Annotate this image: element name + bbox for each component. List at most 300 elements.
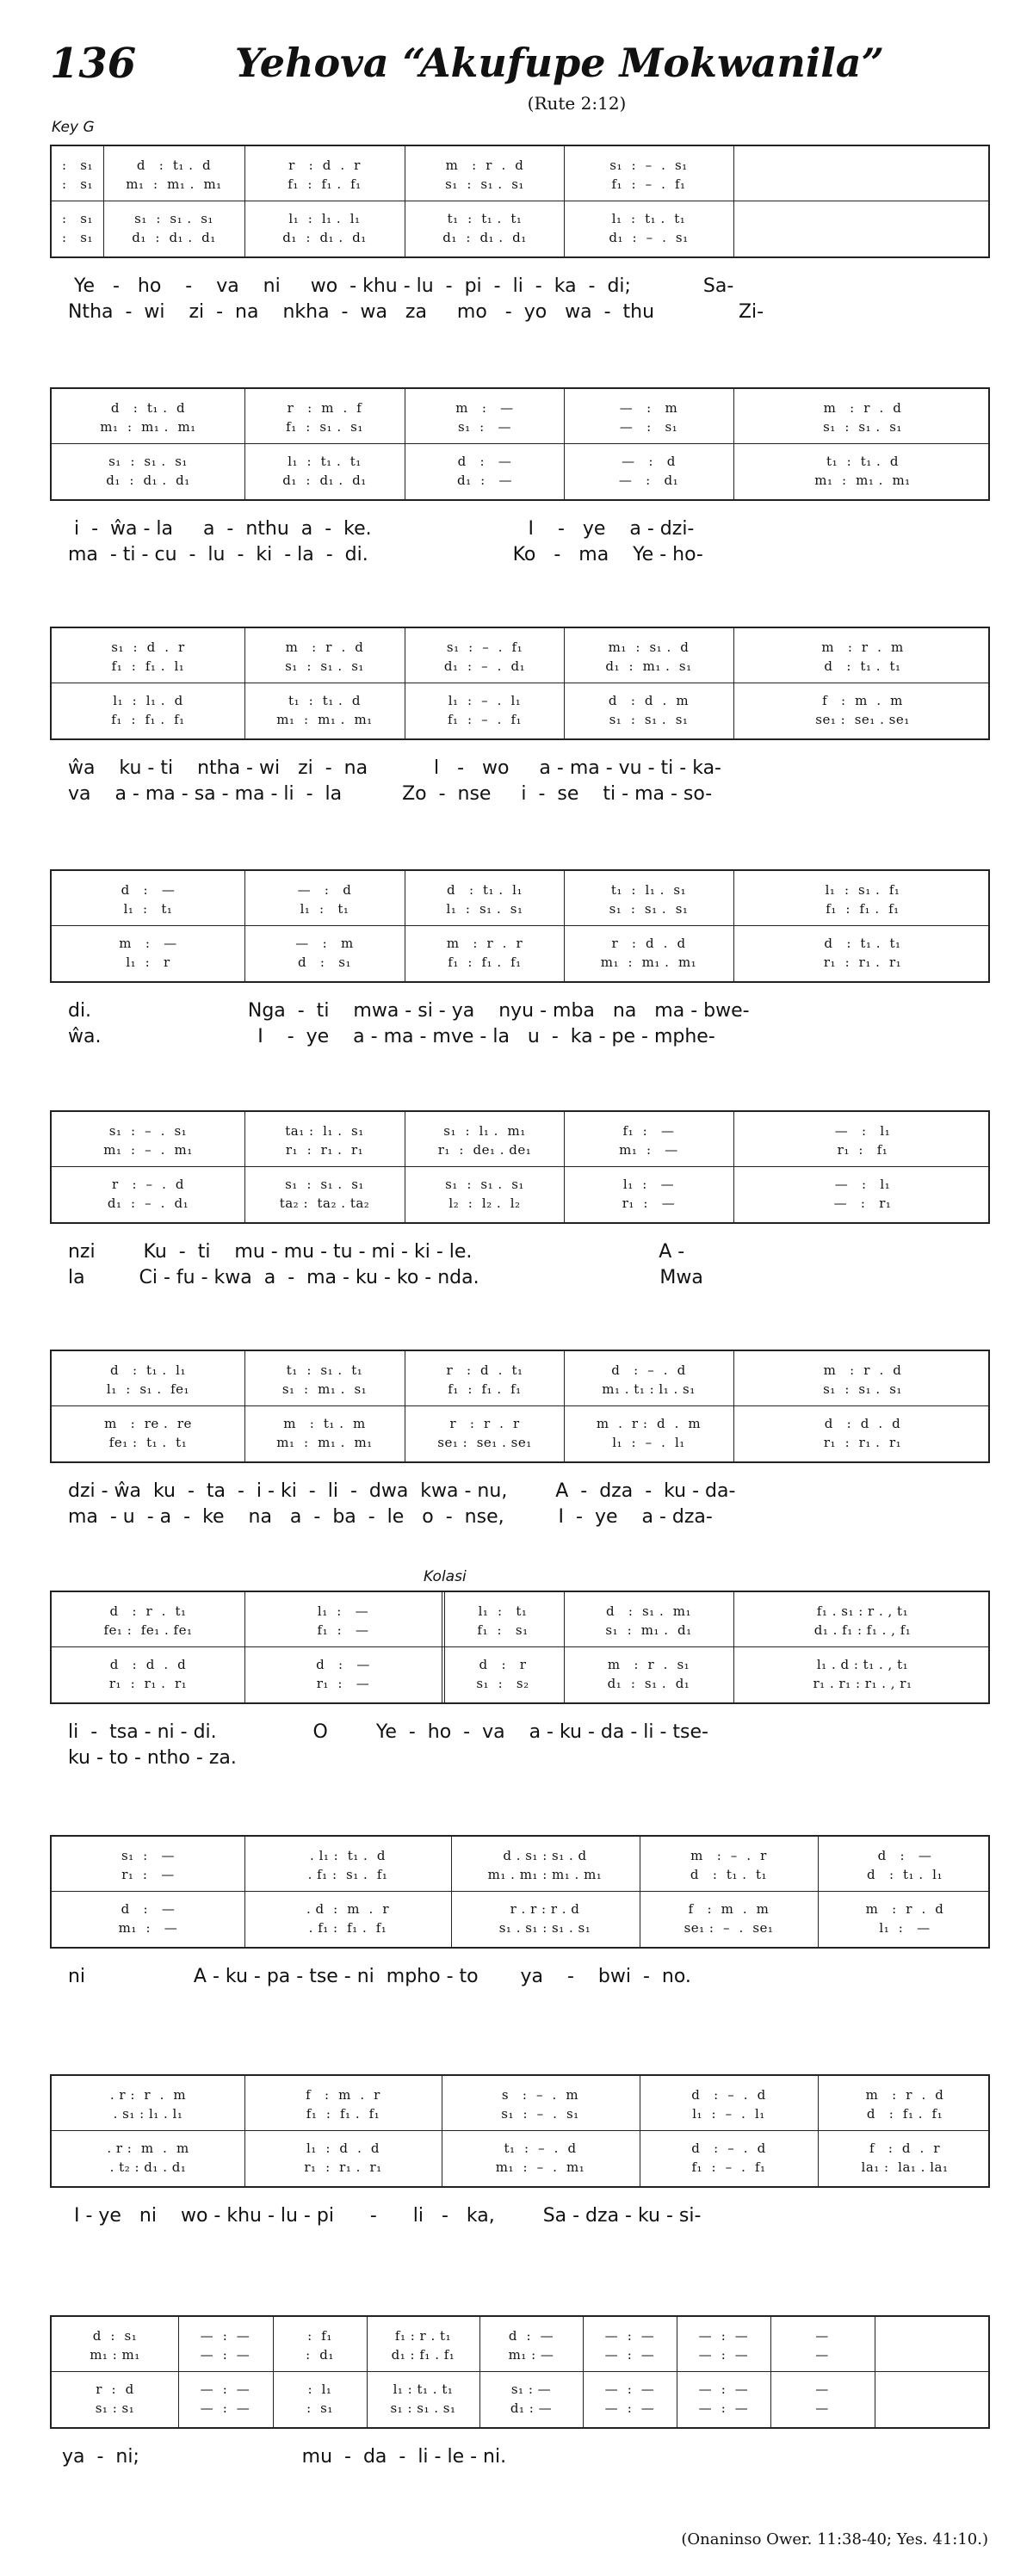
measure-notes: m : r . s₁	[607, 1657, 690, 1672]
music-system-9	[50, 2074, 990, 2188]
measure-notes: f₁ : —	[317, 1622, 369, 1638]
lyric-line-verse-2: ma - ti - cu - lu - ki - la - di. Ko - ma Ye - ho-	[50, 544, 703, 565]
measure-notes: — : —	[698, 2381, 749, 2397]
measure-notes: — : d	[297, 882, 352, 898]
measure-notes: r . r : r . d	[510, 1901, 580, 1917]
measure-notes: m : re . re	[104, 1416, 192, 1431]
measure-notes: se₁ : – . se₁	[684, 1920, 774, 1936]
measure-notes: m₁ . t₁ : l₁ . s₁	[602, 1381, 696, 1397]
voice-row-4	[52, 2398, 992, 2418]
lyric-line-verse-1: ni A - ku - pa - tse - ni mpho - to ya - bwi - no.	[50, 1966, 691, 1987]
music-system-8	[50, 1835, 990, 1949]
measure-notes: f₁ : f₁ . f₁	[826, 901, 900, 917]
staff-box	[50, 627, 990, 740]
measure-notes: m₁ : – . m₁	[103, 1142, 193, 1158]
staff-divider	[52, 2130, 988, 2131]
measure-notes: — : r₁	[833, 1195, 892, 1211]
music-system-7	[50, 1591, 990, 1704]
staff-box	[50, 145, 990, 258]
measure-notes: s₁ : – . f₁	[446, 639, 523, 655]
measure-notes: — : —	[604, 2381, 655, 2397]
measure-notes: l₁ : t₁	[300, 901, 349, 917]
measure-notes: m : t₁ . m	[283, 1416, 366, 1431]
measure-notes: . f₁ : f₁ . f₁	[308, 1920, 387, 1936]
voice-row-1	[52, 398, 992, 418]
measure-notes: d₁ : d₁ . d₁	[132, 230, 216, 245]
measure-notes: d₁ . f₁ : f₁ . , f₁	[813, 1622, 912, 1638]
measure-notes: t₁ : t₁ . d	[826, 454, 899, 469]
measure-notes: t₁ : – . d	[504, 2140, 577, 2156]
measure-notes: . f₁ : s₁ . f₁	[307, 1867, 388, 1882]
measure-notes: d : – . d	[611, 1362, 686, 1378]
measure-notes: s : – . m	[501, 2087, 579, 2103]
measure-notes: se₁ : se₁ . se₁	[815, 712, 910, 727]
measure-notes: l₁ : r	[126, 954, 170, 970]
measure-notes: t₁ : t₁ . t₁	[447, 211, 523, 226]
measure-notes: s₁ : —	[510, 2381, 552, 2397]
measure-notes: s₁ : s₁	[95, 2400, 135, 2416]
measure-notes: : s₁	[61, 230, 94, 245]
measure-notes: d₁ : d₁ . d₁	[282, 473, 367, 488]
voice-row-2	[52, 174, 992, 195]
measure-notes: d₁ : m₁ . s₁	[605, 658, 692, 674]
measure-notes: r₁ : r₁ . r₁	[304, 2159, 382, 2175]
measure-notes: la₁ : la₁ . la₁	[861, 2159, 949, 2175]
measure-notes: —	[815, 2328, 829, 2344]
measure-notes: f : m . m	[688, 1901, 770, 1917]
music-system-5	[50, 1110, 990, 1224]
voice-row-1	[52, 1121, 992, 1141]
measure-notes: . r : m . m	[107, 2140, 189, 2156]
measure-notes: — : m	[295, 936, 354, 951]
measure-notes: l₁ : – . l₁	[612, 1435, 685, 1450]
measure-notes: m₁ . m₁ : m₁ . m₁	[487, 1867, 603, 1882]
measure-notes: s₁ : s₁ . s₁	[285, 1177, 364, 1192]
measure-notes: m : r . r	[446, 936, 523, 951]
measure-notes: m₁ : m₁ . m₁	[276, 712, 373, 727]
measure-notes: : s₁	[306, 2400, 333, 2416]
measure-notes: l₁ : —	[317, 1603, 369, 1619]
measure-notes: s₁ : s₁ . s₁	[823, 419, 902, 435]
measure-notes: l₁ : – . l₁	[692, 2106, 765, 2122]
measure-notes: m : r . d	[285, 639, 364, 655]
staff-divider	[52, 925, 988, 926]
measure-notes: r₁ : —	[121, 1867, 175, 1882]
measure-notes: d : —	[316, 1657, 370, 1672]
measure-notes: d : t₁ . t₁	[824, 658, 901, 674]
lyric-line-verse-2: la Ci - fu - kwa a - ma - ku - ko - nda. Mwa	[50, 1267, 703, 1288]
voice-row-2	[52, 656, 992, 676]
hymn-number: 136	[50, 40, 137, 88]
voice-row-4	[52, 952, 992, 973]
voice-row-4	[52, 1193, 992, 1214]
measure-notes: m₁ : —	[619, 1142, 678, 1158]
measure-notes: s₁ : l₁ . m₁	[443, 1123, 526, 1139]
measure-notes: l₁ : t₁	[123, 901, 173, 917]
lyric-line-verse-1: ya - ni; mu - da - li - le - ni.	[50, 2446, 507, 2468]
voice-row-4	[52, 470, 992, 491]
measure-notes: r : d . r	[288, 158, 361, 173]
measure-notes: . s₁ : l₁ . l₁	[113, 2106, 183, 2122]
measure-notes: f₁ : s₁ . s₁	[286, 419, 363, 435]
staff-divider	[52, 1891, 988, 1892]
measure-notes: —	[815, 2381, 829, 2397]
measure-notes: m : —	[119, 936, 177, 951]
measure-notes: m₁ : m₁ . m₁	[600, 954, 697, 970]
music-system-3	[50, 627, 990, 740]
measure-notes: r₁ : r₁ . r₁	[108, 1676, 188, 1691]
measure-notes: s₁ : m₁ . d₁	[605, 1622, 692, 1638]
measure-notes: d : —	[877, 1848, 932, 1863]
measure-notes: r₁ . r₁ : r₁ . , r₁	[813, 1676, 912, 1691]
voice-row-2	[52, 1140, 992, 1160]
measure-notes: — : —	[200, 2328, 251, 2344]
measure-notes: d₁ : s₁ . d₁	[607, 1676, 690, 1691]
measure-notes: f₁ : f₁ . f₁	[448, 1381, 522, 1397]
staff-divider	[52, 1405, 988, 1406]
measure-notes: d₁ : f₁ . f₁	[391, 2347, 455, 2363]
measure-notes: — : l₁	[834, 1177, 891, 1192]
staff-divider	[52, 2371, 988, 2372]
measure-notes: —	[815, 2400, 829, 2416]
measure-notes: . t₂ : d₁ . d₁	[109, 2159, 187, 2175]
lyric-line-verse-1: ŵa ku - ti ntha - wi zi - na l - wo a - ma - vu - ti - ka-	[50, 757, 721, 779]
staff-box	[50, 2315, 990, 2429]
lyric-line-verse-1: li - tsa - ni - di. O Ye - ho - va a - ku - da - li - tse-	[50, 1721, 708, 1743]
measure-notes: d₁ : d₁ . d₁	[442, 230, 527, 245]
measure-notes: f₁ : f₁ . f₁	[306, 2106, 380, 2122]
measure-notes: f₁ : – . f₁	[447, 712, 523, 727]
voice-row-3	[52, 1174, 992, 1195]
staff-box	[50, 1350, 990, 1463]
measure-notes: m : – . r	[690, 1848, 767, 1863]
measure-notes: l₁ : t₁ . t₁	[288, 454, 362, 469]
measure-notes: s₁ : d . r	[111, 639, 185, 655]
key-signature: Key G	[52, 119, 95, 136]
measure-notes: r₁ : r₁ . r₁	[823, 954, 902, 970]
measure-notes: r : m . f	[287, 400, 362, 416]
staff-box	[50, 387, 990, 501]
measure-notes: r₁ : r₁ . r₁	[285, 1142, 364, 1158]
measure-notes: m₁ : —	[118, 1920, 178, 1936]
measure-notes: — : —	[698, 2347, 749, 2363]
voice-row-3	[52, 2379, 992, 2400]
measure-notes: m : r . d	[823, 400, 902, 416]
measure-notes: m : r . d	[865, 2087, 944, 2103]
lyric-line-verse-1: I - ye ni wo - khu - lu - pi - li - ka, Sa - dza - ku - si-	[50, 2205, 702, 2227]
measure-notes: se₁ : se₁ . se₁	[437, 1435, 532, 1450]
measure-notes: f : d . r	[869, 2140, 941, 2156]
measure-notes: m₁ : m₁	[90, 2347, 140, 2363]
voice-row-3	[52, 208, 992, 229]
measure-notes: s₁ : s₁ . s₁	[445, 1177, 524, 1192]
voice-row-2	[52, 417, 992, 437]
voice-row-3	[52, 451, 992, 472]
lyric-line-verse-2: Ntha - wi zi - na nkha - wa za mo - yo wa - thu Zi-	[50, 301, 764, 323]
measure-notes: d₁ : d₁ . d₁	[282, 230, 367, 245]
measure-notes: m₁ : m₁ . m₁	[126, 176, 222, 192]
measure-notes: — : l₁	[834, 1123, 891, 1139]
measure-notes: m . r : d . m	[596, 1416, 702, 1431]
measure-notes: d : d . d	[824, 1416, 901, 1431]
voice-row-1	[52, 637, 992, 658]
measure-notes: m : r . d	[823, 1362, 902, 1378]
measure-notes: l₁ : l₁ . d	[113, 693, 183, 708]
voice-row-1	[52, 1601, 992, 1622]
measure-notes: s₁ : s₂	[476, 1676, 529, 1691]
measure-notes: d₁ : – . d₁	[107, 1195, 189, 1211]
measure-notes: : d₁	[306, 2347, 334, 2363]
music-system-1	[50, 145, 990, 258]
measure-notes: d : —	[457, 454, 512, 469]
measure-notes: r : d . d	[611, 936, 686, 951]
measure-notes: f₁ . s₁ : r . , t₁	[816, 1603, 909, 1619]
measure-notes: d : t₁ . l₁	[110, 1362, 186, 1378]
measure-notes: : s₁	[61, 211, 94, 226]
lyric-line-verse-2: ku - to - ntho - za.	[50, 1747, 237, 1769]
lyric-line-verse-2: ma - u - a - ke na a - ba - le o - nse, I - ye a - dza-	[50, 1506, 713, 1528]
measure-notes: — : —	[200, 2381, 251, 2397]
staff-box	[50, 1835, 990, 1949]
measure-notes: s₁ : —	[121, 1848, 176, 1863]
measure-notes: m : r . d	[865, 1901, 944, 1917]
measure-notes: m : r . d	[445, 158, 524, 173]
measure-notes: d₁ : —	[456, 473, 512, 488]
staff-divider	[52, 1166, 988, 1167]
measure-notes: s₁ : s₁ . s₁	[609, 712, 689, 727]
measure-notes: — : —	[604, 2347, 655, 2363]
measure-notes: f₁ : r . t₁	[394, 2328, 452, 2344]
voice-row-1	[52, 2085, 992, 2105]
measure-notes: s₁ : —	[457, 419, 512, 435]
measure-notes: s₁ : – . s₁	[108, 1123, 188, 1139]
lyric-line-verse-1: di. Nga - ti mwa - si - ya nyu - mba na ma - bwe-	[50, 1000, 750, 1022]
measure-notes: — : —	[200, 2347, 251, 2363]
measure-notes: t₁ : t₁ . d	[288, 693, 361, 708]
measure-notes: s₁ : s₁ . s₁	[445, 176, 524, 192]
measure-notes: s₁ : s₁ . s₁	[609, 901, 689, 917]
measure-notes: l₁ : d . d	[306, 2140, 380, 2156]
measure-notes: d : t₁ . t₁	[690, 1867, 768, 1882]
measure-notes: s₁ : – . s₁	[501, 2106, 579, 2122]
measure-notes: t₁ : l₁ . s₁	[610, 882, 687, 898]
staff-divider	[52, 443, 988, 444]
measure-notes: m₁ : m₁ . m₁	[100, 419, 196, 435]
measure-notes: l₁ : s₁ . f₁	[825, 882, 900, 898]
voice-row-3	[52, 1899, 992, 1919]
staff-divider	[52, 1646, 988, 1647]
lyric-line-verse-1: i - ŵa - la a - nthu a - ke. I - ye a - dzi-	[50, 518, 695, 540]
measure-notes: d : t₁ . l₁	[867, 1867, 943, 1882]
staff-box	[50, 2074, 990, 2188]
measure-notes: m₁ : s₁ . d	[608, 639, 690, 655]
measure-notes: l₁ : t₁	[478, 1603, 528, 1619]
staff-box	[50, 1110, 990, 1224]
measure-notes: — : m	[619, 400, 678, 416]
measure-notes: fe₁ : t₁ . t₁	[108, 1435, 188, 1450]
measure-notes: — : —	[604, 2328, 655, 2344]
measure-notes: r₁ : r₁ . r₁	[823, 1435, 902, 1450]
measure-notes: s₁ : m₁ . s₁	[281, 1381, 368, 1397]
lyric-line-verse-1: Ye - ho - va ni wo - khu - lu - pi - li - ka - di; Sa-	[50, 275, 734, 297]
measure-notes: ta₁ : l₁ . s₁	[285, 1123, 364, 1139]
measure-notes: r : – . d	[111, 1177, 184, 1192]
measure-notes: . l₁ : t₁ . d	[310, 1848, 386, 1863]
voice-row-4	[52, 227, 992, 248]
measure-notes: — : —	[604, 2400, 655, 2416]
measure-notes: f₁ : – . f₁	[611, 176, 686, 192]
music-system-4	[50, 869, 990, 983]
measure-notes: l₁ . d : t₁ . , t₁	[816, 1657, 909, 1672]
measure-notes: : l₁	[307, 2381, 332, 2397]
voice-row-2	[52, 2344, 992, 2365]
staff-box	[50, 1591, 990, 1704]
measure-notes: d : – . d	[691, 2087, 766, 2103]
measure-notes: — : —	[698, 2400, 749, 2416]
measure-notes: d : t₁ . t₁	[824, 936, 901, 951]
measure-notes: r₁ : de₁ . de₁	[437, 1142, 532, 1158]
measure-notes: d : d . m	[608, 693, 690, 708]
music-system-2	[50, 387, 990, 501]
measure-notes: f : m . r	[306, 2087, 380, 2103]
measure-notes: s₁ : s₁ . s₁	[823, 1381, 902, 1397]
measure-notes: f₁ : f₁ . f₁	[111, 712, 185, 727]
voice-row-3	[52, 933, 992, 954]
measure-notes: m₁ : – . m₁	[495, 2159, 585, 2175]
measure-notes: d₁ : – . d₁	[443, 658, 526, 674]
voice-row-2	[52, 1379, 992, 1399]
voice-row-2	[52, 899, 992, 919]
staff-box	[50, 869, 990, 983]
measure-notes: d : t₁ . l₁	[447, 882, 523, 898]
measure-notes: r₁ : —	[316, 1676, 370, 1691]
measure-notes: — : d	[622, 454, 676, 469]
measure-notes: d : r	[479, 1657, 527, 1672]
measure-notes: t₁ : s₁ . t₁	[286, 1362, 363, 1378]
measure-notes: f₁ : – . f₁	[691, 2159, 766, 2175]
measure-notes: d : t₁ . d	[136, 158, 212, 173]
measure-notes: l₁ : —	[879, 1920, 931, 1936]
measure-notes: d : —	[121, 1901, 176, 1917]
measure-notes: d : r . t₁	[109, 1603, 187, 1619]
lyric-line-verse-1: dzi - ŵa ku - ta - i - ki - li - dwa kwa - nu, A - dza - ku - da-	[50, 1480, 736, 1502]
measure-notes: : s₁	[61, 176, 94, 192]
voice-row-1	[52, 1360, 992, 1381]
measure-notes: d₁ : – . s₁	[609, 230, 689, 245]
measure-notes: —	[815, 2347, 829, 2363]
hymn-title: Yehova “Akufupe Mokwanila”	[234, 40, 885, 86]
measure-notes: f₁ : f₁ . l₁	[111, 658, 185, 674]
measure-notes: l₂ : l₂ . l₂	[448, 1195, 521, 1211]
measure-notes: l₁ : t₁ . t₁	[611, 211, 686, 226]
voice-row-3	[52, 2138, 992, 2159]
music-system-10	[50, 2315, 990, 2429]
measure-notes: m₁ : —	[508, 2347, 554, 2363]
measure-notes: f₁ : f₁ . f₁	[448, 954, 522, 970]
measure-notes: d : t₁ . d	[110, 400, 186, 416]
measure-notes: d₁ : —	[510, 2400, 553, 2416]
measure-notes: s₁ : s₁ . s₁	[108, 454, 188, 469]
scripture-reference: (Rute 2:12)	[527, 93, 627, 114]
voice-row-2	[52, 2103, 992, 2124]
voice-row-4	[52, 2157, 992, 2178]
voice-row-3	[52, 1654, 992, 1675]
measure-notes: : s₁	[61, 158, 94, 173]
lyric-line-verse-1: nzi Ku - ti mu - mu - tu - mi - ki - le. A -	[50, 1241, 685, 1263]
measure-notes: d₁ : d₁ . d₁	[106, 473, 190, 488]
measure-notes: . r : r . m	[109, 2087, 187, 2103]
measure-notes: s₁ : – . s₁	[609, 158, 688, 173]
measure-notes: r : d . t₁	[446, 1362, 523, 1378]
measure-notes: r₁ : f₁	[837, 1142, 888, 1158]
voice-row-3	[52, 1413, 992, 1434]
measure-notes: — : —	[200, 2400, 251, 2416]
measure-notes: : f₁	[307, 2328, 332, 2344]
measure-notes: m₁ : m₁ . m₁	[276, 1435, 373, 1450]
voice-row-2	[52, 1620, 992, 1640]
measure-notes: m₁ : m₁ . m₁	[814, 473, 911, 488]
measure-notes: — : d₁	[618, 473, 679, 488]
measure-notes: d : d . d	[109, 1657, 187, 1672]
measure-notes: s₁ : s₁ . s₁	[285, 658, 364, 674]
voice-row-3	[52, 690, 992, 711]
measure-notes: — : —	[698, 2328, 749, 2344]
measure-notes: l₁ : t₁ . t₁	[393, 2381, 454, 2397]
music-system-6	[50, 1350, 990, 1463]
measure-notes: — : s₁	[619, 419, 678, 435]
voice-row-4	[52, 1432, 992, 1453]
measure-notes: l₁ : s₁ . fe₁	[106, 1381, 190, 1397]
measure-notes: l₁ : l₁ . l₁	[288, 211, 361, 226]
measure-notes: . d : m . r	[306, 1901, 389, 1917]
measure-notes: f : m . m	[822, 693, 903, 708]
measure-notes: d : s₁	[92, 2328, 138, 2344]
measure-notes: l₁ : – . l₁	[448, 693, 522, 708]
measure-notes: d : —	[508, 2328, 554, 2344]
measure-notes: l₁ : s₁ . s₁	[446, 901, 523, 917]
measure-notes: r₁ : —	[622, 1195, 676, 1211]
voice-row-1	[52, 155, 992, 176]
voice-row-1	[52, 1845, 992, 1866]
lyric-line-verse-2: va a - ma - sa - ma - li - la Zo - nse i - se ti - ma - so-	[50, 783, 713, 805]
measure-notes: r : r . r	[449, 1416, 520, 1431]
measure-notes: s₁ . s₁ : s₁ . s₁	[498, 1920, 591, 1936]
measure-notes: f₁ : —	[622, 1123, 675, 1139]
voice-row-4	[52, 1673, 992, 1694]
measure-notes: s₁ : s₁ . s₁	[134, 211, 213, 226]
voice-row-4	[52, 1918, 992, 1938]
measure-notes: f₁ : f₁ . f₁	[288, 176, 362, 192]
measure-notes: s₁ : s₁ . s₁	[390, 2400, 456, 2416]
measure-notes: r : d	[96, 2381, 134, 2397]
measure-notes: d : – . d	[691, 2140, 766, 2156]
measure-notes: d : s₁	[298, 954, 351, 970]
measure-notes: d : f₁ . f₁	[866, 2106, 943, 2122]
voice-row-1	[52, 2326, 992, 2346]
hymn-header	[0, 0, 1033, 138]
measure-notes: fe₁ : fe₁ . fe₁	[103, 1622, 193, 1638]
measure-notes: m : —	[455, 400, 514, 416]
measure-notes: l₁ : —	[622, 1177, 675, 1192]
measure-notes: d : s₁ . m₁	[605, 1603, 692, 1619]
lyric-line-verse-2: ŵa. I - ye a - ma - mve - la u - ka - pe - mphe-	[50, 1026, 715, 1047]
voice-row-2	[52, 1864, 992, 1885]
measure-notes: f₁ : s₁	[477, 1622, 529, 1638]
measure-notes: m : r . m	[821, 639, 904, 655]
measure-notes: d : —	[121, 882, 176, 898]
chorus-label: Kolasi	[424, 1568, 467, 1585]
measure-notes: d . s₁ : s₁ . d	[503, 1848, 587, 1863]
